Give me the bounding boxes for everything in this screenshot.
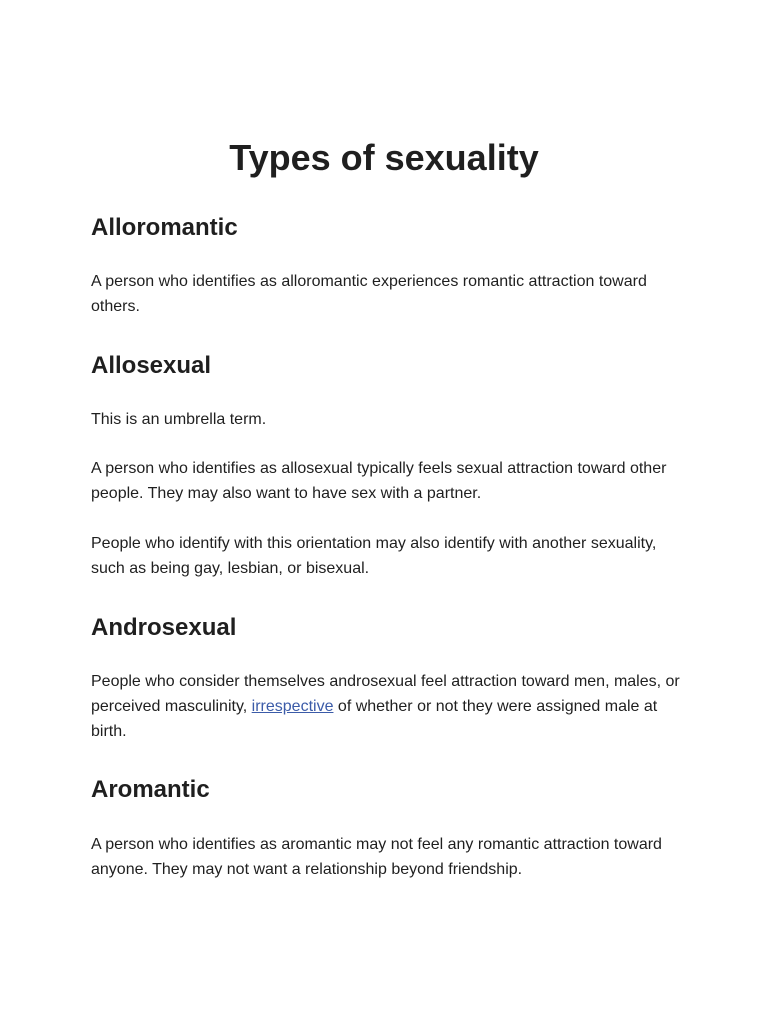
paragraph-aromantic-definition: A person who identifies as aromantic may not feel any romantic attraction toward anyone. They may not want a relationship beyond friendship. [91, 836, 662, 878]
page-title: Types of sexuality [229, 137, 539, 178]
paragraph-allosexual-definition: A person who identifies as allosexual typically feels sexual attraction toward other people. They may also want to have sex with a partner. [91, 460, 667, 502]
paragraph-allosexual-umbrella: This is an umbrella term. [91, 411, 267, 428]
section-heading-aromantic: Aromantic [91, 776, 210, 803]
section-heading-androsexual: Androsexual [91, 614, 237, 641]
paragraph-text-after-link: of whether or not they were assigned male at birth. [91, 698, 658, 740]
section-heading-allosexual: Allosexual [91, 352, 212, 379]
paragraph-allosexual-other-identities: People who identify with this orientation may also identify with another sexuality, such as being gay, lesbian, or bisexual. [91, 535, 657, 577]
paragraph-text-before-link: People who consider themselves androsexual feel attraction toward men, males, or perceived masculinity, [91, 673, 680, 715]
paragraph-androsexual-definition [91, 669, 681, 744]
section-heading-alloromantic: Alloromantic [91, 214, 238, 241]
paragraph-alloromantic-definition: A person who identifies as alloromantic experiences romantic attraction toward others. [91, 273, 647, 315]
irrespective-link[interactable]: irrespective [251, 698, 334, 715]
